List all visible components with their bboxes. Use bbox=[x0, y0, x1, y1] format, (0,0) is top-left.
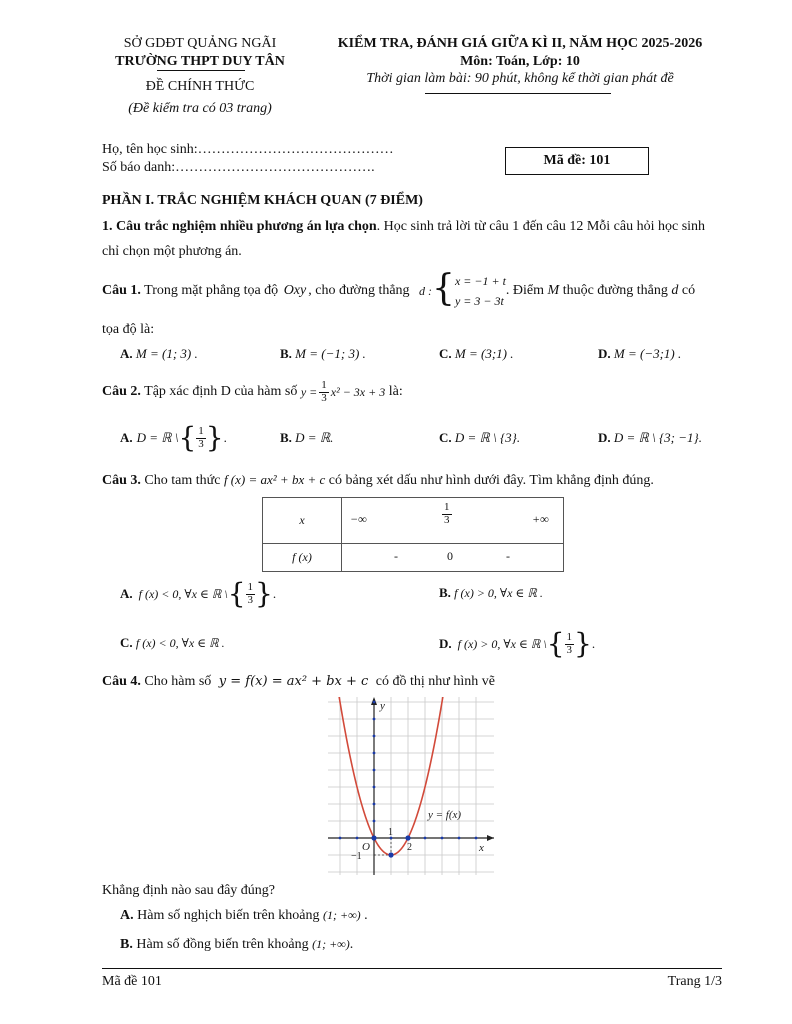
subject-line: Môn: Toán, Lớp: 10 bbox=[460, 54, 580, 69]
parabola-graph bbox=[328, 697, 494, 875]
den: 3 bbox=[444, 513, 450, 526]
sign-table-x: x bbox=[263, 498, 342, 544]
opt-letter: A. bbox=[120, 908, 134, 923]
opt-text: M = (−1; 3) . bbox=[295, 346, 366, 361]
header-right bbox=[320, 36, 720, 87]
num: 1 bbox=[321, 378, 327, 391]
tick-label-1: 1 bbox=[388, 827, 393, 838]
opt-letter: D. bbox=[598, 346, 611, 361]
opt-letter: D. bbox=[598, 430, 611, 445]
footer-page: Trang 1/3 bbox=[667, 974, 722, 989]
num: 1 bbox=[198, 424, 204, 437]
q2-fn-rest: x² − 3x + 3 bbox=[330, 384, 386, 399]
q1-label: Câu 1. bbox=[102, 283, 141, 298]
opt-text: D = ℝ \ {3}. bbox=[454, 430, 521, 445]
sign-table-signs bbox=[342, 544, 564, 572]
opt-letter: C. bbox=[439, 430, 452, 445]
q1-option-c[interactable] bbox=[439, 346, 513, 362]
opt-letter: B. bbox=[439, 585, 451, 600]
q2-option-a[interactable] bbox=[120, 420, 227, 456]
opt-interval: (1; +∞) bbox=[312, 937, 350, 951]
opt-text: f (x) > 0, ∀x ∈ ℝ . bbox=[454, 586, 543, 600]
student-id-line: Số báo danh:……………………………………. bbox=[102, 160, 375, 175]
q4-question: Khẳng định nào sau đây đúng? bbox=[102, 883, 276, 898]
q2-option-d[interactable] bbox=[598, 430, 702, 446]
q3-option-c[interactable] bbox=[120, 635, 225, 651]
q1-line2: tọa độ là: bbox=[102, 322, 155, 337]
official-label: ĐỀ CHÍNH THỨC bbox=[145, 79, 255, 94]
q2-text: Tập xác định D của hàm số bbox=[140, 384, 301, 399]
instruction-rest: . Học sinh trả lời từ câu 1 đến câu 12 Mỗi câu hỏi học sinh bbox=[376, 219, 706, 234]
header-left bbox=[100, 36, 300, 117]
q1-eq1: x = −1 + t bbox=[454, 274, 506, 288]
opt-letter: A. bbox=[120, 430, 133, 445]
q1-d-label: d : bbox=[419, 283, 433, 298]
den: 3 bbox=[566, 643, 573, 656]
q1-text-e: có bbox=[678, 283, 696, 298]
opt-text: Hàm số đồng biến trên khoảng bbox=[136, 937, 313, 952]
fraction bbox=[246, 582, 256, 606]
sign-right: - bbox=[506, 549, 510, 563]
school-name: TRƯỜNG THPT DUY TÂN bbox=[115, 54, 285, 69]
point-vertex bbox=[388, 852, 393, 857]
opt-text: M = (−3;1) . bbox=[613, 346, 682, 361]
exam-title: KIỂM TRA, ĐÁNH GIÁ GIỮA KÌ II, NĂM HỌC 2025-2026 bbox=[337, 36, 703, 51]
opt-letter: D. bbox=[439, 636, 452, 651]
brace-open: { bbox=[546, 627, 565, 660]
q2-fn-y: y = bbox=[300, 384, 318, 399]
q1-option-a[interactable] bbox=[120, 346, 198, 362]
time-line: Thời gian làm bài: 90 phút, không kể thời gian phát đề bbox=[366, 71, 674, 86]
opt-interval: (1; +∞) bbox=[322, 908, 361, 922]
x-axis-arrow bbox=[487, 835, 494, 841]
opt-text: f (x) < 0, ∀x ∈ ℝ \ bbox=[138, 586, 228, 601]
q3-label: Câu 3. bbox=[102, 473, 141, 488]
brace-close: } bbox=[205, 421, 224, 454]
q4-fn: y = f(x) = ax² + bx + c bbox=[218, 674, 369, 689]
opt-text: M = (1; 3) . bbox=[135, 346, 198, 361]
period: . bbox=[591, 636, 596, 651]
q4-label: Câu 4. bbox=[102, 674, 141, 689]
part1-title: PHẦN I. TRẮC NGHIỆM KHÁCH QUAN (7 ĐIỂM) bbox=[102, 193, 423, 208]
opt-text: D = ℝ \ {3; −1}. bbox=[613, 430, 702, 445]
opt-letter: B. bbox=[280, 346, 292, 361]
q1-d: d bbox=[671, 283, 679, 298]
opt-text: Hàm số nghịch biến trên khoảng bbox=[137, 908, 323, 923]
q1-text-c: . Điểm bbox=[505, 283, 548, 298]
num: 1 bbox=[247, 580, 254, 593]
question-4 bbox=[102, 674, 495, 690]
q4-option-a[interactable] bbox=[120, 908, 368, 924]
fraction bbox=[565, 632, 575, 656]
num: 1 bbox=[566, 630, 573, 643]
opt-text: D = ℝ \ bbox=[136, 430, 179, 445]
brace-open: { bbox=[178, 421, 197, 454]
sign-table bbox=[262, 497, 564, 572]
sign-table-x-values bbox=[342, 498, 564, 544]
q3-option-d[interactable] bbox=[439, 624, 595, 664]
q1-system bbox=[455, 271, 506, 311]
exam-code-box: Mã đề: 101 bbox=[505, 147, 649, 175]
instruction-line2: chỉ chọn một phương án. bbox=[102, 244, 242, 259]
den: 3 bbox=[247, 593, 254, 606]
q3-option-b[interactable] bbox=[439, 585, 543, 601]
part1-instruction bbox=[102, 219, 722, 235]
period: . bbox=[349, 937, 354, 952]
curve-label: y = f(x) bbox=[428, 809, 462, 821]
q2-option-c[interactable] bbox=[439, 430, 520, 446]
period: . bbox=[272, 586, 277, 601]
footer-code: Mã đề 101 bbox=[102, 974, 162, 989]
opt-letter: C. bbox=[120, 635, 133, 650]
q1-text-d: thuộc đường thẳng bbox=[559, 283, 672, 298]
opt-text: f (x) < 0, ∀x ∈ ℝ . bbox=[135, 636, 225, 650]
student-name-line: Họ, tên học sinh:…………………………………… bbox=[102, 142, 394, 157]
question-1 bbox=[102, 270, 727, 312]
opt-letter: B. bbox=[280, 430, 292, 445]
origin-label: O bbox=[362, 841, 370, 853]
sign-table-fx: f (x) bbox=[263, 544, 342, 572]
point-x2 bbox=[405, 835, 410, 840]
dept-name: SỞ GDĐT QUẢNG NGÃI bbox=[123, 36, 277, 51]
tick-label-minus1: −1 bbox=[351, 851, 362, 862]
time-underline bbox=[425, 93, 611, 94]
q1-eq2: y = 3 − 3t bbox=[454, 294, 504, 308]
q3-text-a: Cho tam thức bbox=[140, 473, 224, 488]
den: 3 bbox=[198, 437, 204, 450]
q1-oxy: Oxy bbox=[283, 283, 307, 298]
q2-label: Câu 2. bbox=[102, 384, 141, 399]
sign-left: - bbox=[394, 549, 398, 563]
q1-m: M bbox=[547, 283, 560, 298]
instruction-bold: 1. Câu trắc nghiệm nhiều phương án lựa chọn bbox=[102, 219, 377, 234]
q2-fraction bbox=[319, 380, 329, 404]
opt-text: M = (3;1) . bbox=[454, 346, 514, 361]
x-axis-label: x bbox=[479, 842, 484, 854]
q2-text-end: là: bbox=[385, 384, 403, 399]
q1-text: Trong mặt phẳng tọa độ bbox=[140, 283, 282, 298]
root-fraction bbox=[442, 502, 452, 526]
opt-text: D = ℝ. bbox=[295, 430, 334, 445]
q4-text-a: Cho hàm số bbox=[140, 674, 215, 689]
den: 3 bbox=[321, 391, 327, 404]
pages-note: (Đề kiểm tra có 03 trang) bbox=[128, 101, 272, 116]
period: . bbox=[360, 908, 368, 923]
period: . bbox=[223, 430, 227, 445]
question-3 bbox=[102, 472, 654, 489]
brace-close: } bbox=[255, 577, 273, 610]
opt-letter: A. bbox=[120, 586, 133, 601]
school-underline bbox=[157, 70, 245, 71]
q2-option-b[interactable] bbox=[280, 430, 333, 446]
q3-fn: f (x) = ax² + bx + c bbox=[223, 472, 326, 487]
fraction bbox=[196, 426, 206, 450]
q1-system-brace: { bbox=[432, 268, 455, 309]
q1-text-b: , cho đường thẳng bbox=[308, 283, 414, 298]
point-origin bbox=[371, 835, 376, 840]
num: 1 bbox=[444, 501, 450, 513]
neg-infinity: −∞ bbox=[350, 512, 367, 526]
sign-zero: 0 bbox=[447, 549, 453, 563]
q1-option-b[interactable] bbox=[280, 346, 366, 362]
question-2 bbox=[102, 374, 403, 410]
footer-rule bbox=[102, 968, 722, 969]
opt-letter: B. bbox=[120, 937, 133, 952]
tick-label-2: 2 bbox=[407, 842, 412, 853]
pos-infinity: +∞ bbox=[532, 512, 549, 526]
opt-text: f (x) > 0, ∀x ∈ ℝ \ bbox=[457, 636, 547, 651]
brace-close: } bbox=[574, 627, 592, 660]
q4-text-b: có đồ thị như hình vẽ bbox=[372, 674, 495, 689]
opt-letter: A. bbox=[120, 346, 133, 361]
brace-open: { bbox=[227, 577, 246, 610]
q4-option-b[interactable] bbox=[120, 937, 353, 953]
q3-text-b: có bảng xét dấu như hình dưới đây. Tìm khẳng định đúng. bbox=[325, 473, 654, 488]
y-axis-label: y bbox=[380, 700, 385, 712]
opt-letter: C. bbox=[439, 346, 452, 361]
q3-option-a[interactable] bbox=[120, 574, 276, 614]
q1-option-d[interactable] bbox=[598, 346, 681, 362]
